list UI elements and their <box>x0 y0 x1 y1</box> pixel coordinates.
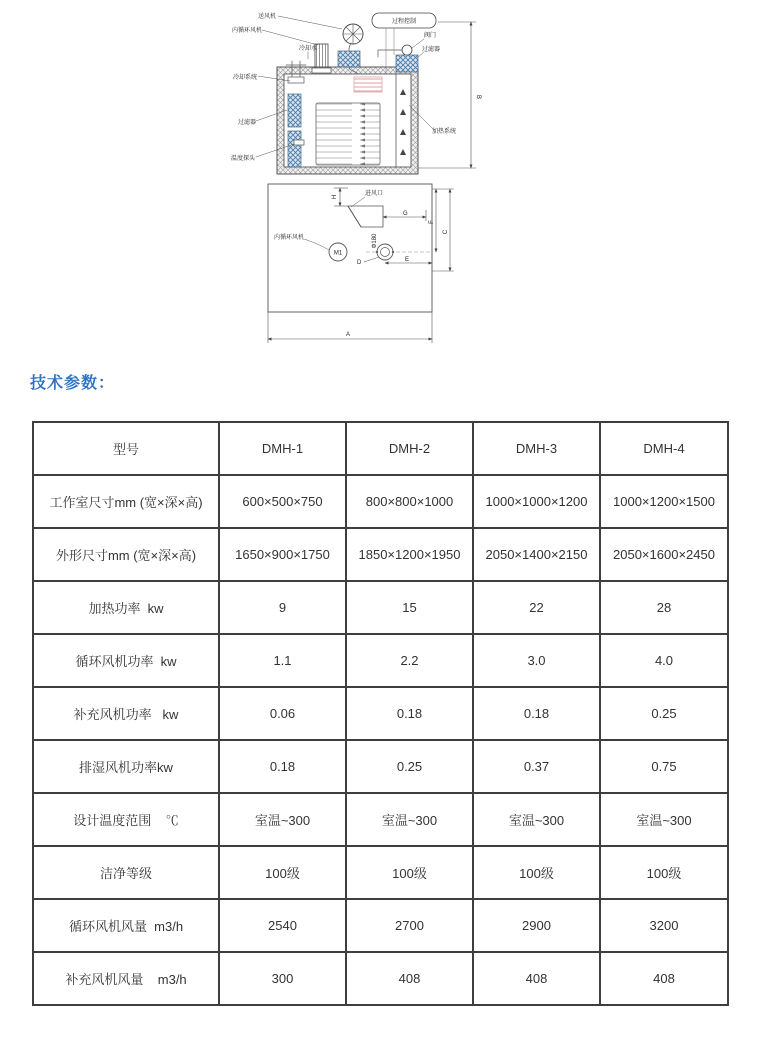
row-value: 0.25 <box>346 740 473 793</box>
row-value: 22 <box>473 581 600 634</box>
table-row <box>33 846 728 899</box>
col-header-model: 型号 <box>33 422 219 475</box>
row-value: 15 <box>346 581 473 634</box>
row-value: 408 <box>600 952 728 1005</box>
dim-g-label: G <box>403 211 408 217</box>
temperature-probe-shape <box>294 140 304 145</box>
row-value: 室温~300 <box>346 793 473 846</box>
col-header-dmh2: DMH-2 <box>346 422 473 475</box>
process-control-label: 过程控制 <box>391 19 417 25</box>
table-header-row <box>33 422 728 475</box>
table-row <box>33 528 728 581</box>
table-row <box>33 899 728 952</box>
row-value: 0.37 <box>473 740 600 793</box>
table-row <box>33 793 728 846</box>
row-value: 2540 <box>219 899 346 952</box>
front-inner-fan-label: 内循环风机 <box>274 235 305 241</box>
table-row <box>33 581 728 634</box>
dim-a-label: A <box>345 332 351 338</box>
dim-b-label: B <box>475 94 481 100</box>
tray-stack <box>316 103 380 165</box>
row-value: 室温~300 <box>473 793 600 846</box>
row-value: 800×800×1000 <box>346 475 473 528</box>
valve-label: 阀门 <box>424 33 437 39</box>
row-label: 补充风机功率 kw <box>33 687 219 740</box>
row-value: 2050×1600×2450 <box>600 528 728 581</box>
circulation-fan-base <box>312 68 331 73</box>
row-value: 0.18 <box>219 740 346 793</box>
row-label: 加热功率 kw <box>33 581 219 634</box>
exhaust-fan-label: 送风机 <box>258 14 277 20</box>
fan-filter-box <box>338 51 360 67</box>
row-label: 循环风机功率 kw <box>33 634 219 687</box>
dim-b-lines <box>418 22 476 168</box>
page-title: 技术参数： <box>30 375 116 392</box>
row-label: 洁净等级 <box>33 846 219 899</box>
equipment-schematic <box>228 5 498 365</box>
row-value: 9 <box>219 581 346 634</box>
row-value: 100级 <box>600 846 728 899</box>
table-row <box>33 740 728 793</box>
temp-probe-label: 温度探头 <box>231 156 256 162</box>
heater-coil <box>354 77 382 92</box>
right-filter-label: 过滤器 <box>422 47 441 53</box>
row-value: 408 <box>473 952 600 1005</box>
dim-f-label: F <box>429 220 435 224</box>
row-value: 0.25 <box>600 687 728 740</box>
front-view <box>268 184 454 343</box>
table-row <box>33 475 728 528</box>
row-label: 外形尺寸mm (宽×深×高) <box>33 528 219 581</box>
row-value: 1000×1200×1500 <box>600 475 728 528</box>
row-value: 600×500×750 <box>219 475 346 528</box>
right-filter-box <box>396 55 418 72</box>
left-filter-label: 过滤器 <box>238 120 257 126</box>
row-value: 0.18 <box>473 687 600 740</box>
row-value: 0.75 <box>600 740 728 793</box>
row-value: 100级 <box>219 846 346 899</box>
row-value: 100级 <box>346 846 473 899</box>
row-value: 2.2 <box>346 634 473 687</box>
side-view <box>231 12 481 174</box>
row-value: 408 <box>346 952 473 1005</box>
row-value: 2700 <box>346 899 473 952</box>
table-row <box>33 687 728 740</box>
row-value: 1650×900×1750 <box>219 528 346 581</box>
left-filter-upper <box>288 94 301 127</box>
table-row <box>33 952 728 1005</box>
row-value: 3200 <box>600 899 728 952</box>
schematic-svg <box>228 5 498 365</box>
inner-fan-label: 内循环风机 <box>232 28 263 34</box>
spec-table <box>32 421 729 1006</box>
row-label: 工作室尺寸mm (宽×深×高) <box>33 475 219 528</box>
exhaust-fan <box>343 24 363 44</box>
row-label: 补充风机风量 m3/h <box>33 952 219 1005</box>
row-label: 排湿风机功率kw <box>33 740 219 793</box>
row-value: 1.1 <box>219 634 346 687</box>
dim-h-label: H <box>332 194 338 200</box>
row-value: 2900 <box>473 899 600 952</box>
row-value: 0.18 <box>346 687 473 740</box>
cooling-water-label: 冷却水 <box>299 46 318 52</box>
flange-diameter-label: Φ180 <box>372 233 378 249</box>
valve-shape <box>402 45 412 55</box>
row-value: 2050×1400×2150 <box>473 528 600 581</box>
left-filter-lower <box>288 131 301 167</box>
cooling-system-label: 冷却系统 <box>233 75 258 81</box>
row-value: 室温~300 <box>219 793 346 846</box>
row-value: 0.06 <box>219 687 346 740</box>
heating-system-label: 加热系统 <box>432 129 457 135</box>
col-header-dmh4: DMH-4 <box>600 422 728 475</box>
dim-d-label: D <box>357 260 362 266</box>
front-outline <box>268 184 432 312</box>
row-value: 28 <box>600 581 728 634</box>
row-value: 1850×1200×1950 <box>346 528 473 581</box>
row-value: 4.0 <box>600 634 728 687</box>
motor-label: M1 <box>333 250 343 257</box>
row-value: 100级 <box>473 846 600 899</box>
col-header-dmh1: DMH-1 <box>219 422 346 475</box>
row-label: 循环风机风量 m3/h <box>33 899 219 952</box>
row-value: 300 <box>219 952 346 1005</box>
row-value: 室温~300 <box>600 793 728 846</box>
air-inlet-label: 进风口 <box>365 191 384 197</box>
row-label: 设计温度范围 ℃ <box>33 793 219 846</box>
dim-e-label: E <box>405 257 410 263</box>
dim-c-label: C <box>443 229 449 235</box>
row-value: 1000×1000×1200 <box>473 475 600 528</box>
row-value: 3.0 <box>473 634 600 687</box>
col-header-dmh3: DMH-3 <box>473 422 600 475</box>
table-row <box>33 634 728 687</box>
spec-table-body <box>33 475 728 1005</box>
